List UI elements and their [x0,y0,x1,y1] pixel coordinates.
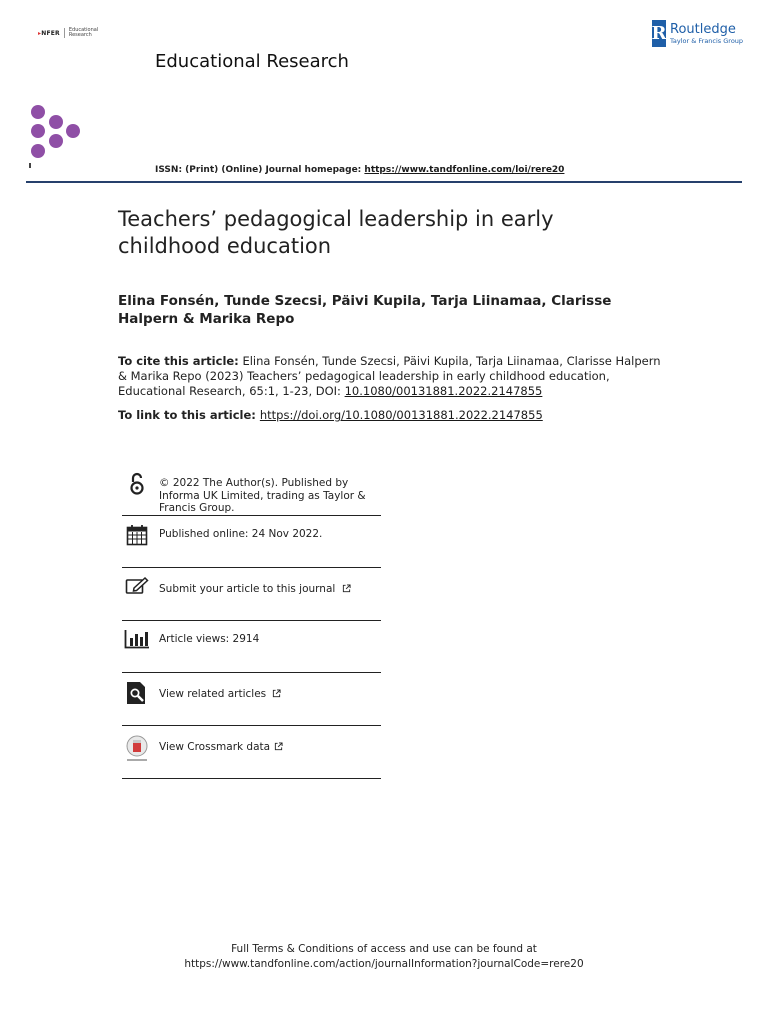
external-link-icon [274,742,283,751]
crossmark-link[interactable]: View Crossmark data [159,741,271,753]
cite-text: Elina Fonsén, Tunde Szecsi, Päivi Kupila, Tarja Liinamaa, Clarisse Halpern & Marika Repo (2023) Teachers’ pedagogical leadership in early childhood education, Educational Research, 65:1, 1-23, DOI: [118,354,661,398]
submit-row[interactable] [122,568,381,621]
nfer-subtitle: Educational Research [68,27,99,38]
article-link-line [118,408,543,422]
crossmark-icon [122,734,152,762]
publisher-name: Routledge [670,21,736,37]
related-link[interactable]: View related articles [159,688,267,700]
header-rule [26,181,742,183]
article-authors: Elina Fonsén, Tunde Szecsi, Päivi Kupila, Tarja Liinamaa, Clarisse Halpern & Marika Repo [118,293,612,327]
bar-chart-icon [122,629,152,649]
journal-dots-logo [27,102,87,172]
external-link-icon [342,584,351,593]
citation-block [118,354,668,399]
published-row [122,516,381,568]
calendar-icon [122,524,152,546]
footer-terms-link[interactable]: https://www.tandfonline.com/action/journalInformation?journalCode=rere20 [184,958,584,970]
journal-title: Educational Research [155,51,349,72]
journal-homepage-link[interactable]: https://www.tandfonline.com/loi/rere20 [364,165,565,175]
nfer-logo [38,26,98,40]
issn-line: ISSN: (Print) (Online) Journal homepage: https://www.tandfonline.com/loi/rere20 [155,165,565,175]
logo-divider [64,28,65,38]
views-row [122,621,381,673]
link-label: To link to this article: [118,408,260,422]
routledge-r-icon: R [652,20,666,47]
footer-line-1: Full Terms & Conditions of access and use can be found at [231,943,537,955]
open-access-text: © 2022 The Author(s). Published by Informa UK Limited, trading as Taylor & Francis Group. [159,477,366,514]
publisher-subtitle: Taylor & Francis Group [670,36,744,45]
nfer-mark: ▸NFER [38,29,60,37]
published-text: Published online: 24 Nov 2022. [159,528,323,540]
edit-icon [122,576,152,596]
publisher-mini-icon [29,163,45,168]
crossmark-row[interactable] [122,726,381,779]
search-document-icon [122,681,152,705]
open-access-row [122,468,381,516]
article-info-list [122,468,381,779]
cite-label: To cite this article: [118,354,239,368]
cite-doi-link[interactable]: 10.1080/00131881.2022.2147855 [344,384,543,398]
related-row[interactable] [122,673,381,726]
routledge-logo[interactable] [652,20,743,47]
open-access-icon [122,472,152,496]
external-link-icon [272,689,281,698]
footer-terms [0,942,768,972]
views-text: Article views: 2914 [159,633,260,645]
article-title: Teachers’ pedagogical leadership in early childhood education [118,207,554,258]
article-doi-link[interactable]: https://doi.org/10.1080/00131881.2022.2147855 [259,408,543,422]
submit-link[interactable]: Submit your article to this journal [159,583,336,595]
